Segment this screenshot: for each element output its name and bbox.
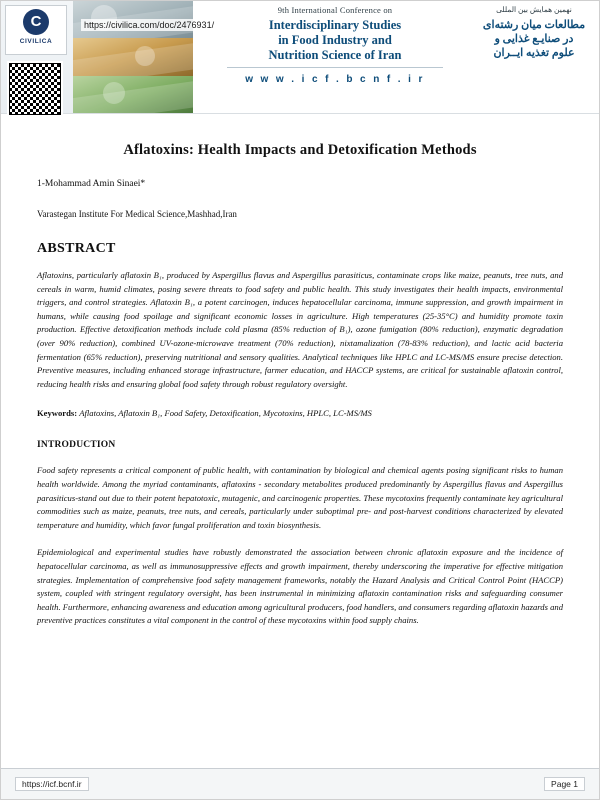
conference-edition-label-fa: نهمین همایش بین المللی bbox=[496, 5, 572, 14]
conference-edition-label: 9th International Conference on bbox=[277, 5, 393, 15]
page-footer bbox=[1, 768, 599, 799]
conference-title-line-3: Nutrition Science of Iran bbox=[268, 48, 402, 62]
civilica-logo bbox=[5, 5, 67, 55]
banner-persian-block bbox=[473, 1, 595, 113]
intro-paragraph-1: Food safety represents a critical component of public health, with contamination by biological and chemical agents posing significant risks to human health worldwide. Among the myriad contaminants, aflatoxins - secondary metabolites produced predominantly by Aspergillus flavus and Aspergillus parasiticus-stand out due to their potent hepatotoxic, mutagenic, and carcinogenic properties. These mycotoxins frequently contaminate key agricultural commodities such as maize, peanuts, tree nuts, and cereals, particularly under suboptimal pre- and post-harvest conditions characterized by elevated temperature and humidity, which favor fungal proliferation and toxin biosynthesis. bbox=[37, 465, 563, 530]
keywords-line bbox=[37, 407, 563, 420]
section-heading-introduction: INTRODUCTION bbox=[37, 440, 116, 451]
page-number: Page 1 bbox=[544, 777, 585, 791]
conference-website[interactable]: w w w . i c f . b c n f . i r bbox=[245, 74, 425, 85]
banner-photo-3 bbox=[73, 76, 193, 113]
page-title: Aflatoxins: Health Impacts and Detoxification Methods bbox=[123, 142, 477, 158]
paper-content bbox=[1, 114, 599, 628]
civilica-mark-icon: C bbox=[23, 9, 49, 35]
abstract-text: Aflatoxins, particularly aflatoxin B₁, produced by Aspergillus flavus and Aspergillus parasiticus, contaminate crops like maize, peanuts, tree nuts, and cereals in warm, humid climates, posing severe threats to food safety and public health. This study investigates their health impacts, environmental triggers, and control strategies. Aflatoxin B₁, a potent carcinogen, induces hepatocellular carcinoma, immune suppression, and growth impairment in humans, while causing food spoilage and significant economic losses in agriculture. High temperatures (25-35°C) and humidity promote toxin production. Effective detoxification methods include cold plasma (85% reduction of B₁), ozone fumigation (80% reduction), enzymatic degradation (over 90% reduction), combined UV-ozone-microwave treatment (70% reduction), nixtamalization (78-83% reduction), and lactic acid bacteria fermentation (65% reduction), preserving nutritional and sensory qualities. Analytical techniques like HPLC and LC-MS/MS ensure precise detection. Preventive measures, including enhanced storage infrastructure, farmer education, and HACCP systems, are critical for sustainable aflatoxin control, reducing health risks and ensuring global food safety through robust regulatory oversight. bbox=[37, 270, 563, 389]
conference-title-line-2: in Food Industry and bbox=[278, 33, 392, 47]
author-line: 1-Mohammad Amin Sinaei* bbox=[37, 179, 146, 189]
conference-title-en bbox=[197, 18, 473, 63]
conference-title-fa bbox=[473, 18, 595, 60]
banner-photo-strip bbox=[73, 1, 193, 113]
conference-title-fa-line-3: علوم تغذیه ایــران bbox=[493, 47, 575, 59]
conference-title-line-1: Interdisciplinary Studies bbox=[268, 18, 402, 32]
conference-title-fa-line-2: در صنایـع غذایی و bbox=[494, 33, 574, 45]
conference-title-fa-line-1: مطالعات میان رشته‌ای bbox=[482, 19, 586, 31]
banner-photo-2 bbox=[73, 38, 193, 75]
conference-banner bbox=[1, 1, 599, 114]
photo-highlight-icon bbox=[135, 46, 155, 66]
doi-link[interactable]: https://civilica.com/doc/2476931/ bbox=[81, 19, 217, 31]
photo-highlight-icon bbox=[103, 82, 125, 104]
keywords-values: Aflatoxins, Aflatoxin B₁, Food Safety, Detoxification, Mycotoxins, HPLC, LC-MS/MS bbox=[79, 408, 372, 419]
civilica-logo-text: CIVILICA bbox=[19, 38, 53, 45]
banner-english-block bbox=[197, 1, 473, 113]
qr-code-icon bbox=[7, 61, 63, 117]
intro-paragraph-2: Epidemiological and experimental studies have robustly demonstrated the association between chronic aflatoxin exposure and the incidence of hepatocellular carcinoma, as well as immunosuppressive effects and growth impairment, thereby underscoring the imperative for effective mitigation strategies. Implementation of comprehensive food safety management frameworks, notably the Hazard Analysis and Critical Control Point (HACCP) system, coupled with stringent regulatory oversight, has been instrumental in minimizing aflatoxin contamination risks and safeguarding consumer health. Furthermore, enhancing awareness and education among agricultural producers, food handlers, and consumers regarding aflatoxin hazards and preventive practices constitutes a vital component in the control of these mycotoxins within food supply chains. bbox=[37, 547, 563, 626]
abstract-heading: ABSTRACT bbox=[37, 241, 116, 256]
keywords-label: Keywords: bbox=[37, 408, 78, 419]
banner-divider bbox=[227, 67, 442, 68]
affiliation-line: Varastegan Institute For Medical Science,Mashhad,Iran bbox=[37, 209, 237, 219]
footer-url[interactable]: https://icf.bcnf.ir bbox=[15, 777, 89, 791]
